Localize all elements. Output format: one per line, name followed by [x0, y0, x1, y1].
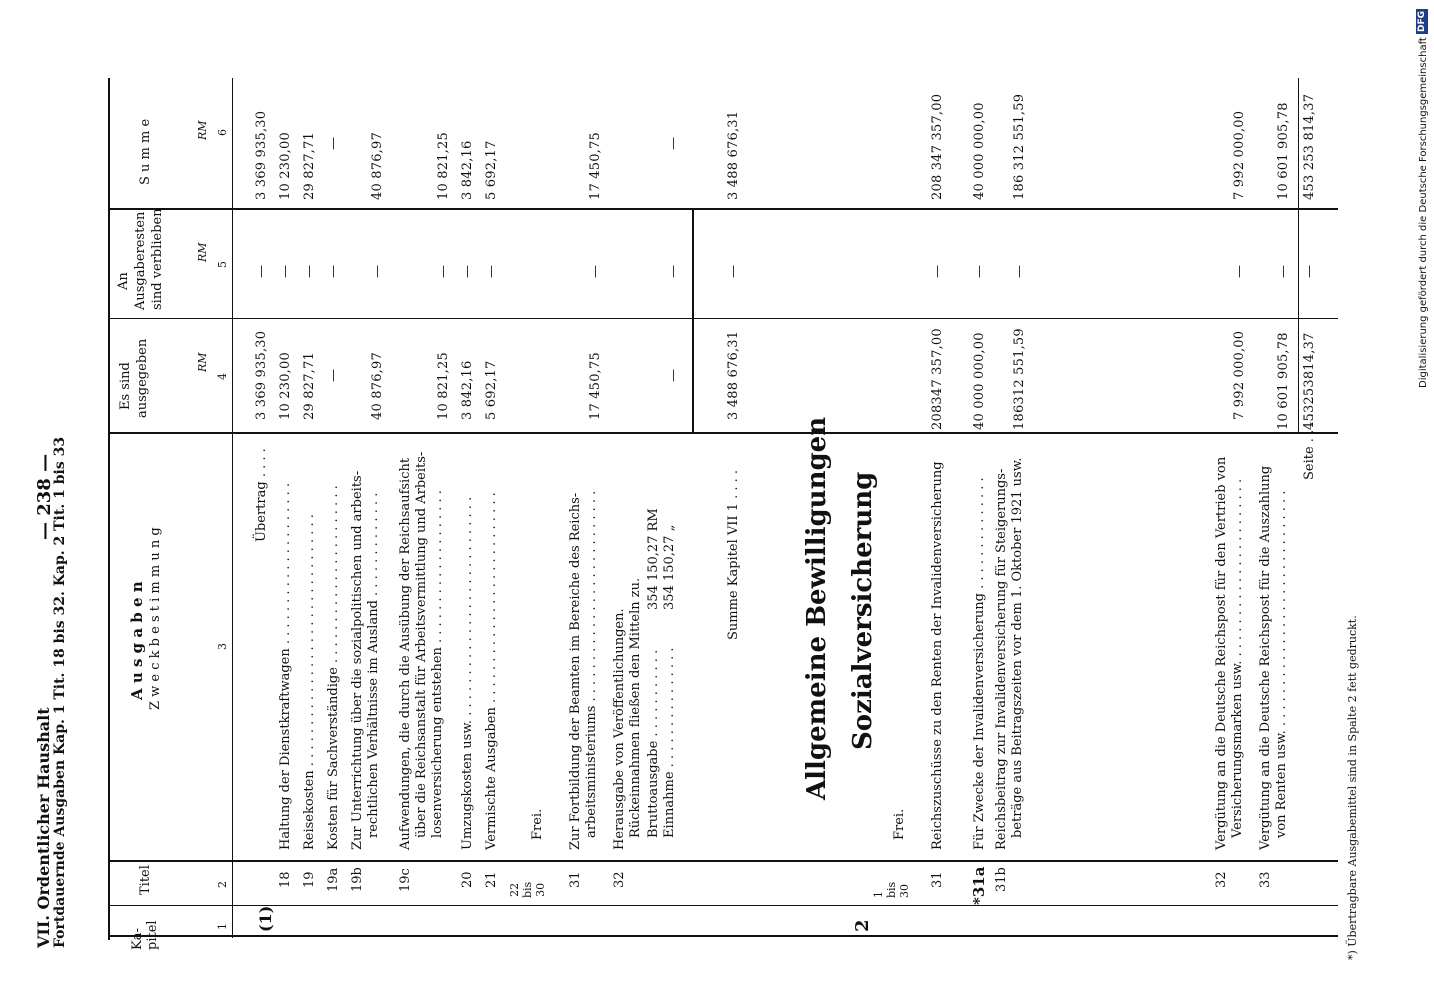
seite-col5: —	[1302, 264, 1317, 278]
kapitel-1-marker: (1)	[256, 905, 275, 932]
r19b-col4: 40 876,97	[370, 352, 385, 420]
r19b-titel: 19b	[350, 867, 365, 892]
r21-col5: —	[484, 264, 499, 278]
col-4-5-line	[108, 318, 1338, 319]
r18-col5: —	[278, 264, 293, 278]
r19a-col5: —	[326, 264, 341, 278]
r32-brutto-value: 354 150,27 RM	[646, 508, 661, 610]
summe-kapitel-col4: 3 488 676,31	[726, 330, 741, 420]
k2-r32-text-2: Versicherungsmarken usw. . . . . . . . . . . . . . . . . . . . . . .	[1230, 478, 1245, 838]
r31-text-2: arbeitsministeriums . . . . . . . . . . . . . . . . . . . . . . . . . .	[584, 490, 599, 838]
k2-r33-col5: —	[1276, 264, 1291, 278]
col-header-titel: Titel	[138, 865, 153, 895]
col-num-2: 2	[216, 881, 229, 888]
col-header-ausgegeben-2: ausgegeben	[135, 338, 150, 418]
r19b-col6: 40 876,97	[370, 132, 385, 200]
r18-col6: 10 230,00	[278, 132, 293, 200]
r32-col4: —	[666, 368, 681, 382]
k2-r31a-col5: —	[972, 264, 987, 278]
r31-titel: 31	[568, 871, 583, 888]
r21-col4: 5 692,17	[484, 360, 499, 420]
k2-r31a-titel: *31a	[970, 866, 988, 905]
heading-sozialversicherung: Sozialversicherung	[848, 471, 878, 750]
r31-col4: 17 450,75	[588, 352, 603, 420]
col-header-kapitel: Ka- pitel	[130, 920, 160, 950]
r32-brutto-label: Bruttoausgabe . . . . . . . . . . .	[646, 649, 661, 838]
r19-col6: 29 827,71	[302, 132, 317, 200]
k2-r31a-col6: 40 000 000,00	[972, 102, 987, 200]
k2-r32-col6: 7 992 000,00	[1232, 110, 1247, 200]
uebertrag-col6: 3 369 935,30	[254, 110, 269, 200]
col-num-3: 3	[216, 643, 229, 650]
r19c-col6: 10 821,25	[436, 132, 451, 200]
k2-r33-titel: 33	[1258, 871, 1273, 888]
r19a-text: Kosten für Sachverständige . . . . . . . . . . . . . . . . . . . . . .	[326, 485, 341, 850]
footnote: *) Übertragbare Ausgabemittel sind in Spalte 2 fett gedruckt.	[1346, 615, 1359, 960]
k2-r31-titel: 31	[930, 871, 945, 888]
summe-kapitel-label: Summe Kapitel VII 1 . . . .	[726, 469, 741, 640]
section-title: VII. Ordentlicher Haushalt	[34, 707, 53, 948]
k2-r31a-col4: 40 000 000,00	[972, 332, 987, 430]
k2-r32-col4: 7 992 000,00	[1232, 330, 1247, 420]
r21-titel: 21	[484, 871, 499, 888]
k2-r31b-col5: —	[1012, 264, 1027, 278]
r19a-titel: 19a	[326, 867, 341, 892]
col-5-6-line	[108, 208, 1338, 210]
table-left-border	[108, 935, 1338, 937]
col-num-5: 5	[216, 261, 229, 268]
col-header-summe: S u m m e	[138, 118, 153, 185]
k2-r1-titel: 1 bis 30	[872, 881, 911, 898]
k2-r31b-text-2: beträge aus Beitragszeiten vor dem 1. Oktober 1921 usw.	[1010, 457, 1025, 838]
col-titel-line	[108, 905, 1338, 906]
section-subtitle: Fortdauernde Ausgaben Kap. 1 Tit. 18 bis 32. Kap. 2 Tit. 1 bis 33	[52, 436, 68, 948]
k2-r31a-text: Für Zwecke der Invalidenversicherung . . . . . . . . . . . . . .	[972, 477, 987, 850]
col-num-4: 4	[216, 373, 229, 380]
r31-col5: —	[588, 264, 603, 278]
col-header-ausgegeben-1: Es sind	[118, 362, 133, 410]
r19-text: Reisekosten . . . . . . . . . . . . . . . . . . . . . . . . . . . . . . .	[302, 514, 317, 850]
kap1-sum-line	[692, 208, 694, 434]
r19a-col4: —	[326, 368, 341, 382]
k2-r33-col6: 10 601 905,78	[1276, 102, 1291, 200]
uebertrag-label: Übertrag . . . .	[254, 448, 269, 542]
col-header-verblieben-1: An	[116, 272, 131, 290]
r31-text-1: Zur Fortbildung der Beamten im Bereiche des Reichs-	[568, 492, 583, 850]
r19b-text-2: rechtlichen Verhältnisse im Ausland . . . . . . . . . . . . .	[366, 492, 381, 838]
r19-titel: 19	[302, 871, 317, 888]
col-header-zweck: Z w e c k b e s t i m m u n g	[148, 527, 163, 710]
unit-col6: RM	[196, 120, 209, 140]
header-separator	[232, 78, 233, 938]
r19c-col4: 10 821,25	[436, 352, 451, 420]
r20-col5: —	[460, 264, 475, 278]
k2-r31b-col4: 186312 551,59	[1012, 328, 1027, 430]
k2-r31-text: Reichszuschüsse zu den Renten der Invalidenversicherung	[930, 461, 945, 850]
r18-text: Haltung der Dienstkraftwagen . . . . . . . . . . . . . . . . . . . .	[278, 482, 293, 850]
summe-kapitel-col5: —	[726, 264, 741, 278]
seite-sum-line	[1298, 78, 1299, 433]
r20-col6: 3 842,16	[460, 140, 475, 200]
dfg-credit: Digitalisierung gefördert durch die Deutsche Forschungsgemeinschaft	[1418, 37, 1429, 388]
r19c-text-3: losenversicherung entstehen . . . . . . . . . . . . . . . . . . .	[430, 490, 445, 838]
r32-titel: 32	[612, 871, 627, 888]
k2-r32-text-1: Vergütung an die Deutsche Reichspost für den Vertrieb von	[1214, 456, 1229, 850]
r32-einnahme-value: 354 150,27 „	[662, 524, 677, 610]
r20-text: Umzugskosten usw. . . . . . . . . . . . . . . . . . . . . . . . . . . .	[460, 496, 475, 850]
k2-r33-text-2: von Renten usw. . . . . . . . . . . . . . . . . . . . . . . . . . . . . .	[1274, 490, 1289, 838]
k2-r31-col5: —	[930, 264, 945, 278]
col-text-amount-line	[108, 432, 1338, 434]
r19-col4: 29 827,71	[302, 352, 317, 420]
r19c-text-1: Aufwendungen, die durch die Ausübung der Reichsaufsicht	[398, 457, 413, 850]
k2-r31b-text-1: Reichsbeitrag zur Invalidenversicherung für Steigerungs-	[994, 468, 1009, 850]
r19c-text-2: über die Reichsanstalt für Arbeitsvermittlung und Arbeits-	[414, 451, 429, 838]
r20-titel: 20	[460, 871, 475, 888]
r19b-col5: —	[370, 264, 385, 278]
r21-col6: 5 692,17	[484, 140, 499, 200]
page-number: — 238 —	[34, 453, 55, 540]
r22-titel: 22 bis 30	[508, 881, 547, 898]
r19b-text-1: Zur Unterrichtung über die sozialpolitischen und arbeits-	[350, 470, 365, 850]
r32-text-2: Rückeinnahmen fließen den Mitteln zu.	[628, 577, 643, 838]
k2-r33-col4: 10 601 905,78	[1276, 332, 1291, 430]
k2-r32-titel: 32	[1214, 871, 1229, 888]
r19c-col5: —	[436, 264, 451, 278]
col-num-6: 6	[216, 129, 229, 136]
dfg-logo: DFG	[1417, 10, 1427, 32]
r22-text: Frei.	[530, 808, 545, 840]
k2-r31b-titel: 31b	[994, 867, 1009, 892]
uebertrag-col5: —	[254, 264, 269, 278]
r21-text: Vermischte Ausgaben . . . . . . . . . . . . . . . . . . . . . . . . . .	[484, 492, 499, 850]
heading-allgemeine-bewilligungen: Allgemeine Bewilligungen	[802, 416, 832, 800]
k2-r32-col5: —	[1232, 264, 1247, 278]
r18-col4: 10 230,00	[278, 352, 293, 420]
col-header-verblieben-2: Ausgaberesten	[133, 211, 148, 310]
r32-col6: —	[666, 136, 681, 150]
summe-kapitel-col6: 3 488 676,31	[726, 110, 741, 200]
k2-r31b-col6: 186 312 551,59	[1012, 93, 1027, 200]
seite-col6: 453 253 814,37	[1302, 93, 1317, 200]
seite-col4: 453253814,37	[1302, 332, 1317, 430]
col-num-1: 1	[216, 923, 229, 930]
r31-col6: 17 450,75	[588, 132, 603, 200]
seite-label: Seite . . . .	[1302, 413, 1317, 480]
uebertrag-col4: 3 369 935,30	[254, 330, 269, 420]
unit-col4: RM	[196, 352, 209, 372]
unit-col5: RM	[196, 242, 209, 262]
r18-titel: 18	[278, 871, 293, 888]
r32-einnahme-label: Einnahme . . . . . . . . . . . . . . .	[662, 647, 677, 838]
k2-r31-col4: 208347 357,00	[930, 328, 945, 430]
k2-r31-col6: 208 347 357,00	[930, 93, 945, 200]
r19a-col6: —	[326, 136, 341, 150]
col-kapitel-titel-line	[108, 860, 1338, 862]
r32-col5: —	[666, 264, 681, 278]
r19c-titel: 19c	[398, 868, 413, 892]
r20-col4: 3 842,16	[460, 360, 475, 420]
col-header-verblieben-3: sind verblieben	[150, 208, 165, 310]
k2-r33-text-1: Vergütung an die Deutsche Reichspost für die Auszahlung	[1258, 465, 1273, 850]
kapitel-2-marker: 2	[852, 919, 873, 932]
k2-r1-text: Frei.	[892, 808, 907, 840]
col-header-ausgaben: A u s g a b e n	[128, 581, 146, 700]
r19-col5: —	[302, 264, 317, 278]
r32-text-1: Herausgabe von Veröffentlichungen.	[612, 608, 627, 850]
